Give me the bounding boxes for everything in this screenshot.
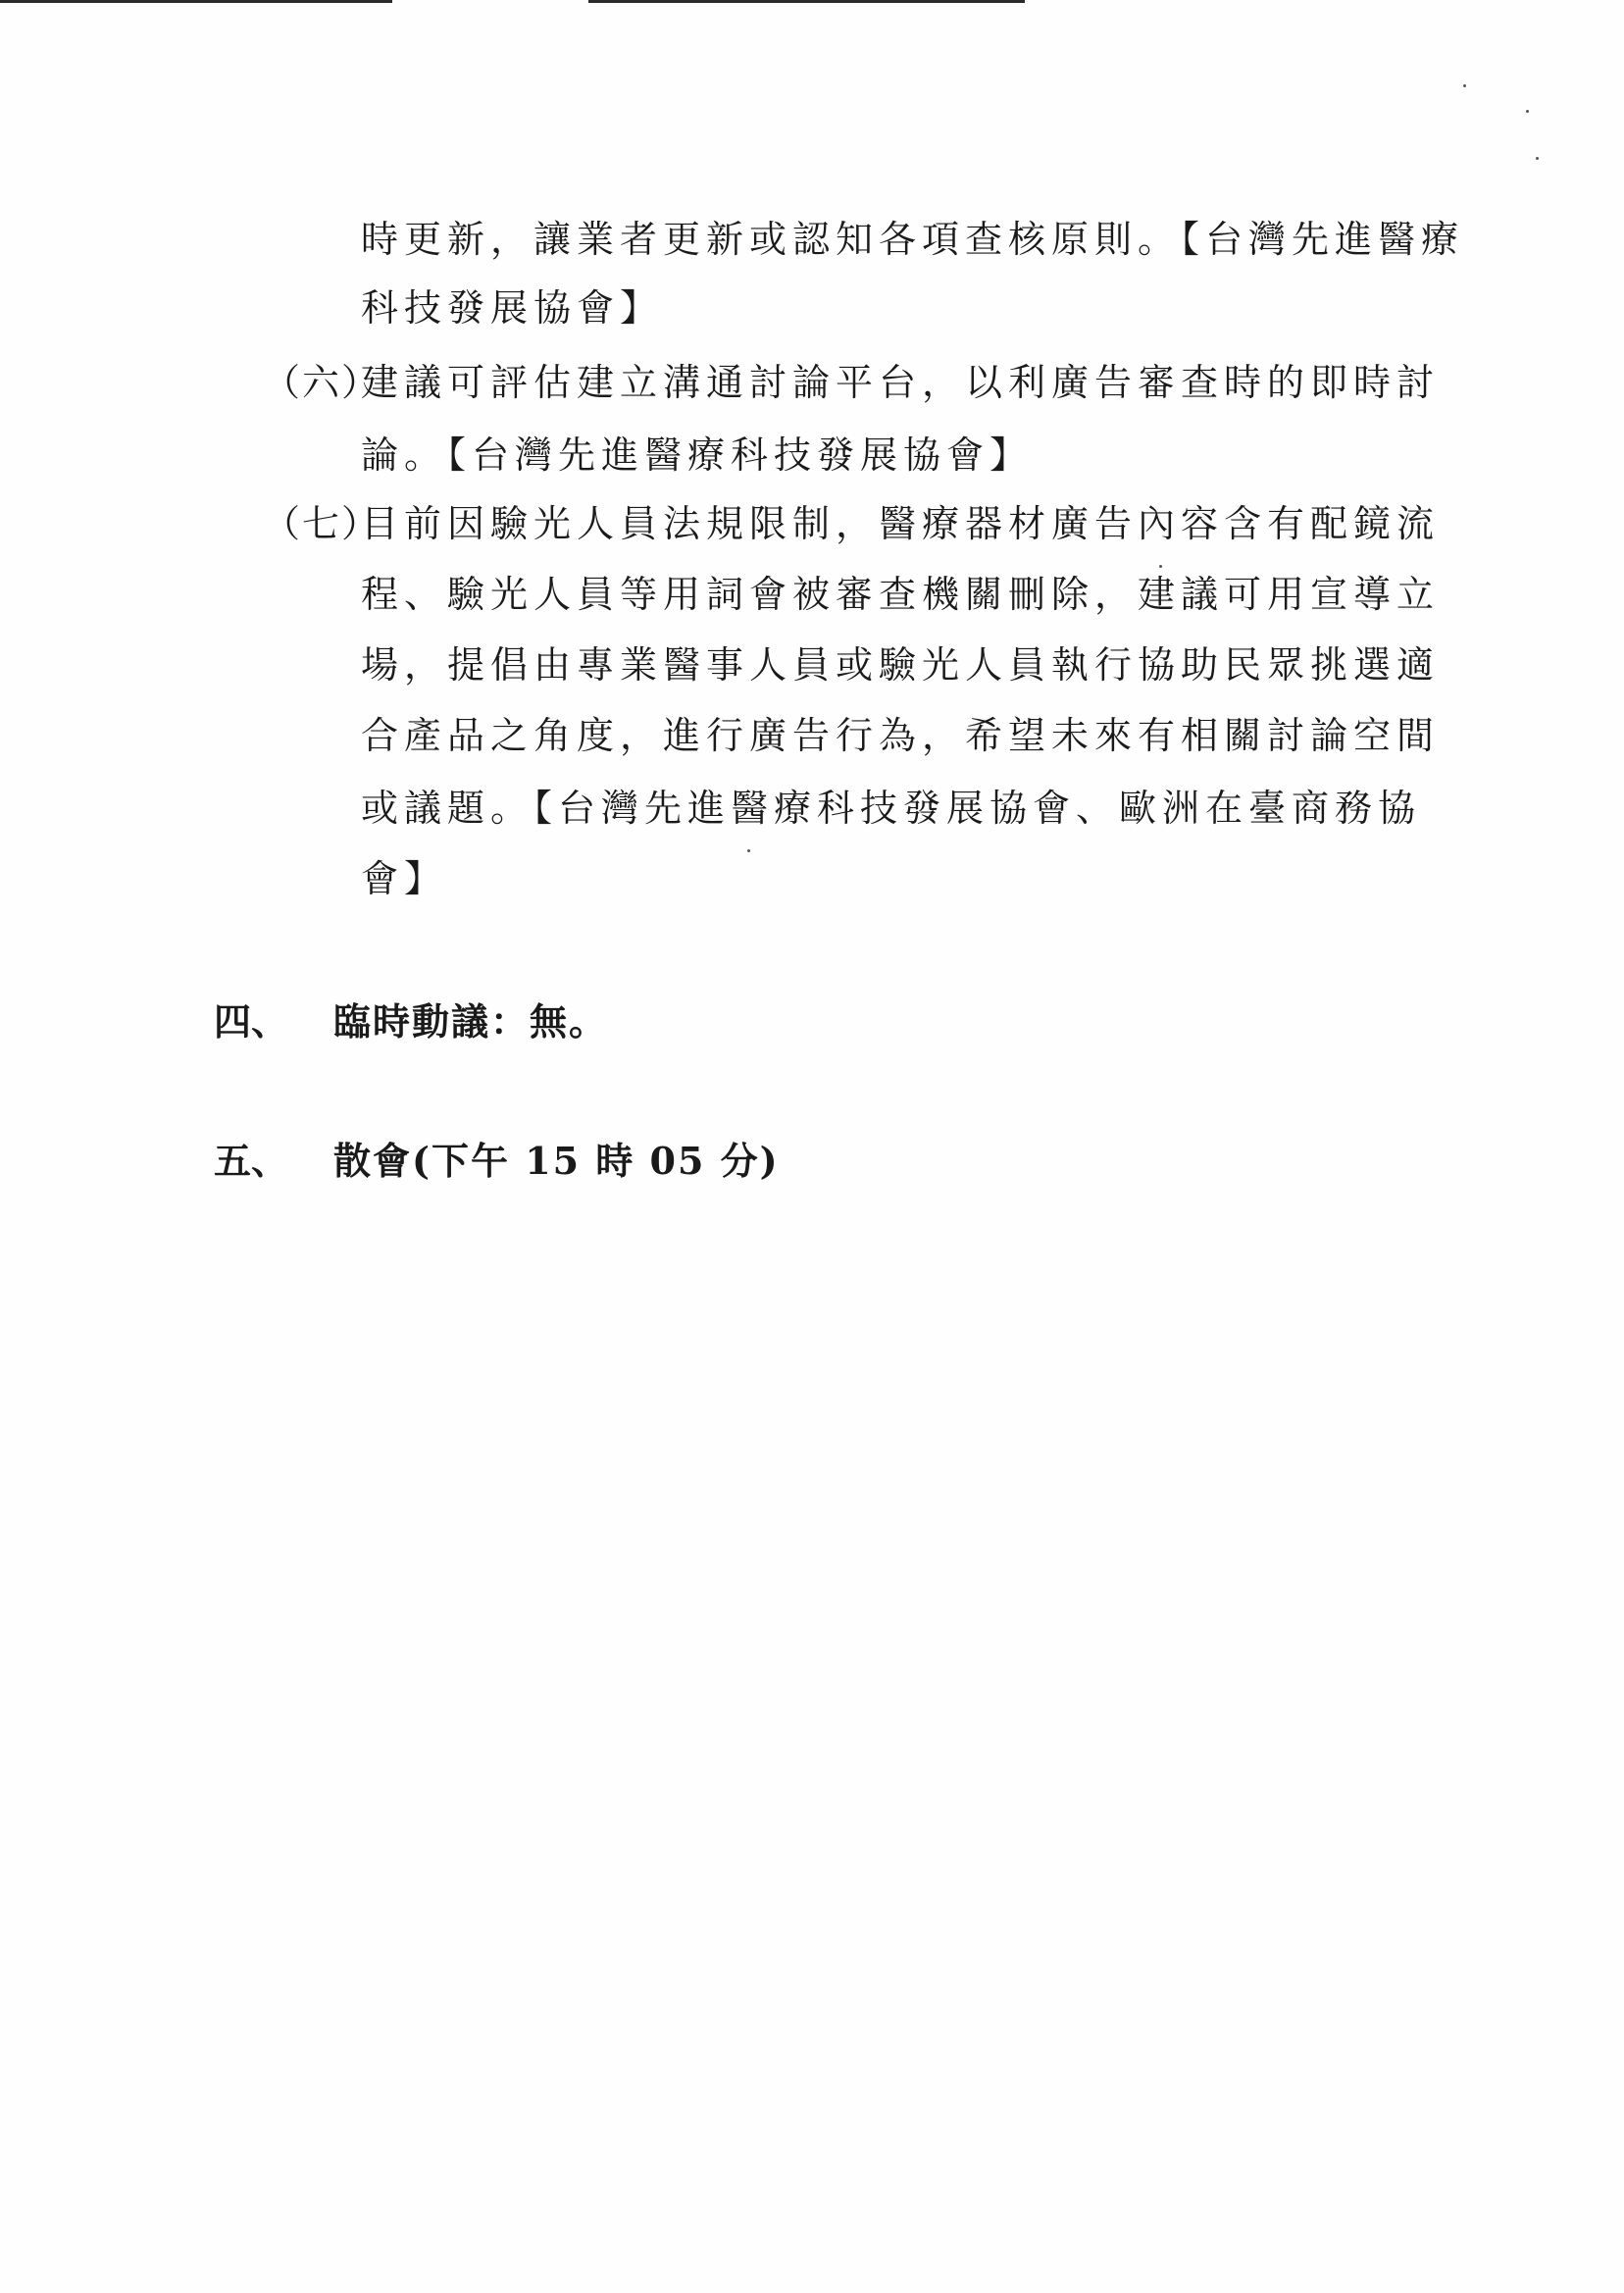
- scan-speck: [1463, 84, 1466, 87]
- item-6-line-2: 論。【台灣先進醫療科技發展協會】: [361, 433, 1034, 477]
- section-4-number: 四、: [214, 999, 289, 1044]
- item-6-marker: （六）: [263, 361, 381, 404]
- item-6-line-1: 建議可評估建立溝通討論平台，以利廣告審查時的即時討: [361, 361, 1441, 404]
- section-5-text: 散會(下午 15 時 05 分): [333, 1139, 780, 1183]
- scan-speck: [1159, 565, 1162, 568]
- item-7-line-4: 合產品之角度，進行廣告行為，希望未來有相關討論空間: [361, 714, 1441, 757]
- item-7-line-1: 目前因驗光人員法規限制，醫療器材廣告內容含有配鏡流: [361, 502, 1441, 545]
- scan-edge-line: [588, 0, 1025, 3]
- scan-edge-line: [0, 0, 392, 3]
- item-7-line-3: 場，提倡由專業醫事人員或驗光人員執行協助民眾挑選適: [361, 643, 1441, 687]
- item-7-marker: （七）: [263, 502, 381, 545]
- continuation-line-1: 時更新，讓業者更新或認知各項查核原則。【台灣先進醫療: [361, 218, 1465, 261]
- item-7-line-5: 或議題。【台灣先進醫療科技發展協會、歐洲在臺商務協: [361, 787, 1422, 830]
- item-7-line-2: 程、驗光人員等用詞會被審查機關刪除，建議可用宣導立: [361, 573, 1441, 616]
- item-7-line-6: 會】: [361, 857, 448, 900]
- continuation-line-2: 科技發展協會】: [361, 286, 664, 330]
- section-5-number: 五、: [214, 1139, 289, 1183]
- scan-speck: [747, 849, 750, 852]
- scan-speck: [1526, 110, 1529, 113]
- section-4-text: 臨時動議：無。: [333, 999, 609, 1044]
- scan-speck: [1536, 157, 1539, 160]
